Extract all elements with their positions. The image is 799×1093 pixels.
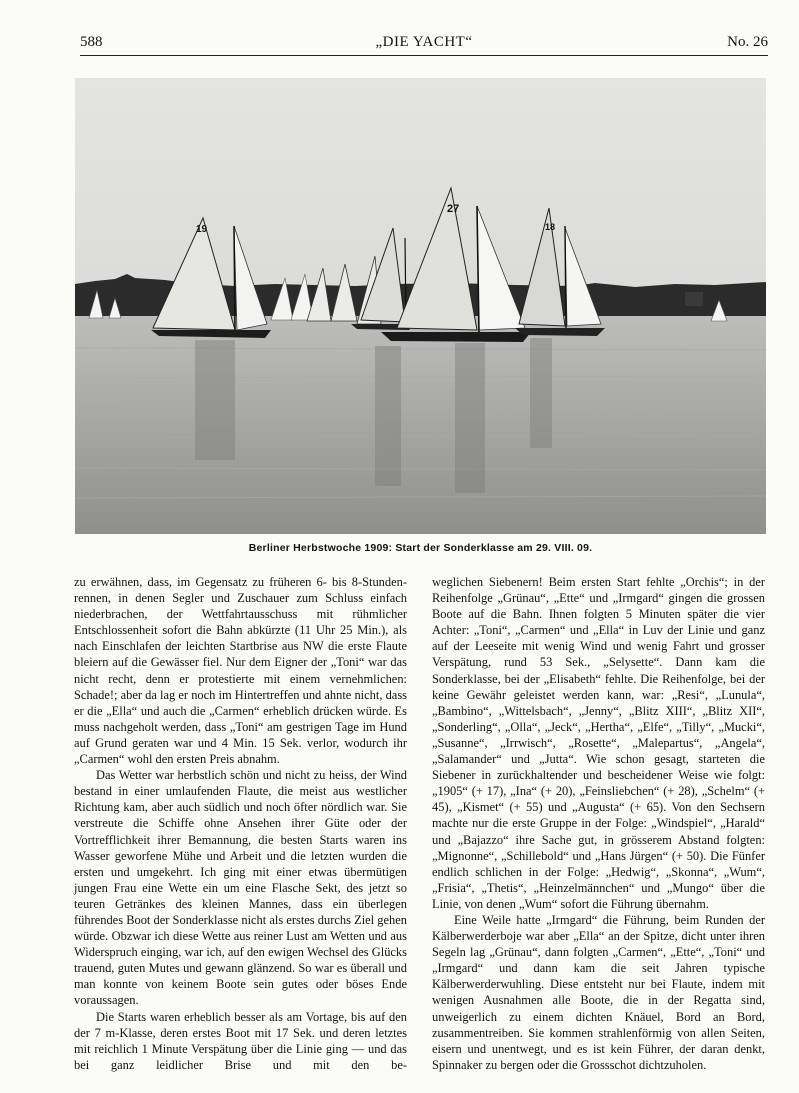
sail-number-19: 19 [196,224,208,235]
sail-number-27: 27 [447,203,460,215]
regatta-photo [75,78,766,534]
issue-number: No. 26 [727,34,768,50]
running-header [80,34,768,56]
article-column-left [74,574,407,1073]
paragraph: Die Starts waren erheblich besser als am Vortage, bis auf den der 7 m-Klasse, deren erstes Boot mit 17 Sek. und deren letztes mit reichlich 1 Minute Verspätung über die Linie ging — und das bei ganz leidlicher Brise und mit den be- [74,1009,407,1072]
paragraph: Eine Weile hatte „Irmgard“ die Führung, beim Runden der Kälberwerderboje war aber „Ella“ an der Spitze, dicht unter ihren Segeln lag „Grünau“, dann folgten „Carmen“, „Ette“, „Toni“ und „Irmgard“ und dann kam die seit Jahren typische Kälberwerderwuhling. Diese entsteht nur bei Flaute, indem mit wenigen Ausnahmen alle Boote, die in der Regatta sind, unweigerlich zu einem dichten Knäuel, Bord an Bord, zusammentreiben. Sie kommen strahlenförmig von allen Seiten, eisern und unentwegt, und es ist kein Führer, der daran denkt, Spinnaker zu bergen oder die Grossschot dichtzuholen. [432,912,765,1072]
page-number: 588 [80,34,103,50]
paragraph: weglichen Siebenern! Beim ersten Start fehlte „Orchis“; in der Reihenfolge „Grünau“, „Ette“ und „Irmgard“ gingen die grossen Boote auf die Bahn. Ihnen folgten 5 Minuten später die vier Achter: „Toni“, „Carmen“ und „Ella“ in Luv der Linie und ganz auf der Leeseite mit wenig Wind und wenig Fahrt und grosser Verspätung, rund 53 Sek., „Selysette“. Dann kam die Sonderklasse, bei der „Elisabeth“ fehlte. Die Reihenfolge, bei der keine Gewähr geleistet werden kann, war: „Resi“, „Lunula“, „Bambino“, „Wittelsbach“, „Jenny“, „Blitz XIII“, „Blitz XII“, „Sonderling“, „Olla“, „Jeck“, „Hertha“, „Elfe“, „Tilly“, „Mucki“, „Susanne“, „Irrwisch“, „Rosette“, „Malepartus“, „Angela“, „Salamander“ und „Jutta“. Wie schon gesagt, starteten die Siebener in zurückhaltender und bescheidener Weise wie folgt: „1905“ (+ 17), „Ina“ (+ 20), „Feinsliebchen“ (+ 28), „Schelm“ (+ 45), „Kismet“ (+ 55) und „Augusta“ (+ 65). Von den Sechsern machte nur die erste Gruppe in der Folge: „Windspiel“, „Harald“ und „Bajazzo“ ihre Sache gut, in grösserem Abstand folgten: „Mignonne“, „Schillebold“ und „Hans Jürgen“ (+ 50). Die Fünfer endlich schlichen in der Folge: „Hedwig“, „Skonna“, „Wum“, „Frisia“, „Thetis“, „Heinzelmännchen“ und „Mungo“ über die Linie, von denen „Wum“ sofort die Führung übernahm. [432,575,765,911]
photo-caption: Berliner Herbstwoche 1909: Start der Sonderklasse am 29. VIII. 09. [248,542,593,554]
paragraph: Das Wetter war herbstlich schön und nicht zu heiss, der Wind bestand in einer umlaufenden Flaute, die meist aus westlicher Richtung kam, aber auch südlich und noch öfter nördlich war. Sie verstreute die Schiffe ohne Ansehen ihrer Güte oder der Vortrefflichkeit ihrer Bemannung, die besten Starts waren ins Wasser geworfene Mühe und Arbeit und die letzten wurden die ersten und umgekehrt. Ich ging mit einer etwas übermütigen jungen Frau eine Wette ein um eine Flasche Sekt, des jetzt so teuren Getränkes des kleinen Mannes, dass ein überlegen führendes Boot der Sonderklasse nicht als erstes durchs Ziel gehen würde. Obzwar ich diese Wette aus reiner Lust am Wetten und aus Widerspruch einging, war ich, auf den ewigen Wechsel des Glücks trauend, guten Mutes und gewann glänzend. So war es überall und man konnte von keinem Boote sein gutes oder böses Ende voraussagen. [74,768,407,1008]
sail-number-18: 18 [545,222,556,232]
sailboats-illustration [75,78,766,534]
header-rule [80,55,768,56]
article-column-right [432,574,765,1073]
journal-title: „DIE YACHT“ [375,34,473,50]
paragraph: zu erwähnen, dass, im Gegensatz zu früheren 6- bis 8-Stunden-rennen, in denen Segler und Zuschauer zum Schluss einfach niederbrachen, der Wettfahrtausschuss mit rühmlicher Entschlossenheit sofort die Bahn abkürzte (11 Uhr 25 Min.), als nach Einschlafen der leichten Startbrise aus NW die erste Flaute bleiern auf die Gewässer fiel. Nur dem Eigner der „Toni“ war das nicht recht, denn er protestierte mit einem vernehmlichen: Schade!; aber da lag er noch im Hintertreffen und ahnte nicht, dass er die „Ella“ und auch die „Carmen“ erheblich drücken würde. Es muss nachgeholt werden, dass „Toni“ am gestrigen Tage im Hund auf Grund geraten war und 4 Min. 15 Sek. verlor, wodurch ihr „Carmen“ wohl den ersten Preis abnahm. [74,575,407,767]
